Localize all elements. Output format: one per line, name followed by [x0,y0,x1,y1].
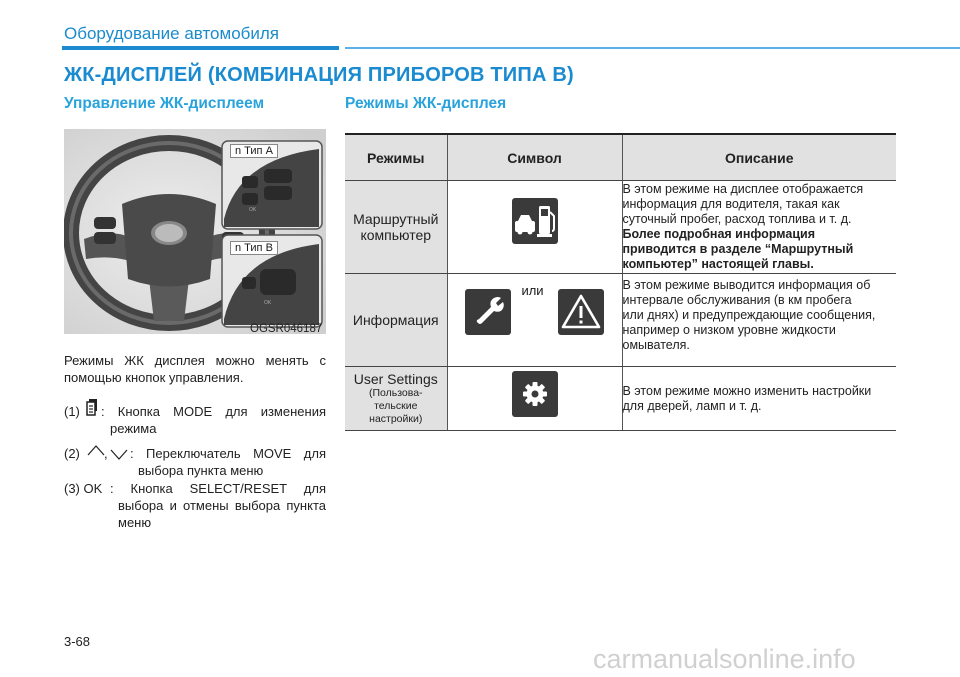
item-2-line-1: : Переключатель MOVE для [130,446,326,461]
desc-info-line-5: омывателя. [622,337,690,352]
desc-trip-bold-2: приводится в разделе “Маршрутный [622,242,854,256]
desc-cell-trip [622,181,896,274]
mode-cell-trip [345,181,447,274]
section-title: Оборудование автомобиля [64,24,280,43]
desc-cell-settings [622,367,896,431]
move-up-icon [86,443,106,457]
steering-wheel-photo [64,129,326,334]
move-down-icon [109,447,129,461]
mode-trip-line-2: компьютер [360,227,432,243]
symbol-cell-settings [447,367,622,431]
type-b-label: n Тип B [230,241,278,255]
desc-cell-info [622,274,896,367]
mode-info-line-1: Информация [352,312,439,328]
desc-info-line-4: например о низком уровне жидкости [622,322,836,337]
desc-info-line-1: В этом режиме выводится информация об [622,277,871,292]
warning-triangle-icon [558,289,604,335]
desc-trip-bold-3: компьютер” настоящей главы. [622,257,814,271]
table-row [345,367,896,431]
intro-line-2: помощью кнопок управления. [64,370,244,385]
desc-trip-line-3: суточный пробег, расход топлива и т. д. [622,212,852,226]
header-rule-light [345,47,960,49]
symbol-cell-info [447,274,622,367]
mode-settings-sub-1: (Пользова- [368,387,423,399]
item-1-line-1: : Кнопка MODE для изменения [101,404,326,419]
item-1-number: (1) [64,404,80,419]
header-description: Описание [622,134,896,181]
page-number: 3-68 [64,634,91,649]
mode-button-icon [86,399,98,417]
mode-settings-sub-3: настройки) [369,413,423,425]
item-3-line-3: меню [118,515,152,530]
header-modes: Режимы [345,134,447,181]
mode-trip-line-1: Маршрутный [353,211,439,227]
table-row [345,181,896,274]
watermark: carmanualsonline.info [593,644,856,674]
desc-info-line-3: или днях) и предупреждающие сообщения, [622,307,876,322]
inset-a-ok-label: OK [249,207,257,213]
wrench-icon [465,289,511,335]
item-3-line-2: выбора и отмены выбора пункта [118,498,326,513]
trip-computer-icon [512,198,558,244]
mode-settings-sub-2: тельские [374,400,418,412]
steering-wheel-illustration [64,129,326,334]
header-rule-dark [62,46,339,50]
intro-line-1: Режимы ЖК дисплея можно менять с [64,353,326,368]
desc-settings-line-2: для дверей, ламп и т. д. [622,398,762,413]
desc-trip-line-1: В этом режиме на дисплее отображается [622,182,864,196]
page-title: ЖК-ДИСПЛЕЙ (КОМБИНАЦИЯ ПРИБОРОВ ТИПА B) [64,64,574,86]
header-symbol: Символ [447,134,622,181]
desc-trip-line-2: информация для водителя, такая как [622,197,840,211]
inset-b-ok-label: OK [264,300,272,306]
mode-cell-info [345,274,447,367]
type-a-label: n Тип A [230,144,278,158]
table-row [345,274,896,367]
desc-trip-bold-1: Более подробная информация [622,227,815,241]
item-2-separator: , [104,446,108,461]
gear-icon [512,371,558,417]
desc-settings-line-1: В этом режиме можно изменить настройки [622,383,872,398]
modes-table [345,133,896,431]
photo-caption: OGSR046187 [250,323,323,335]
left-subtitle: Управление ЖК-дисплеем [64,95,265,112]
desc-info-line-2: интервале обслуживания (в км пробега [622,292,852,307]
table-header-row [345,134,896,181]
item-3-number: (3) OK [64,481,103,496]
item-2-number: (2) [64,446,80,461]
item-1-line-2: режима [110,421,157,436]
symbol-cell-trip [447,181,622,274]
or-label: или [521,283,544,298]
mode-cell-settings [345,367,447,431]
mode-settings-line-1: User Settings [353,371,438,387]
item-2-line-2: выбора пункта меню [138,463,264,478]
right-subtitle: Режимы ЖК-дисплея [345,95,507,112]
item-3-line-1: : Кнопка SELECT/RESET для [110,481,326,496]
